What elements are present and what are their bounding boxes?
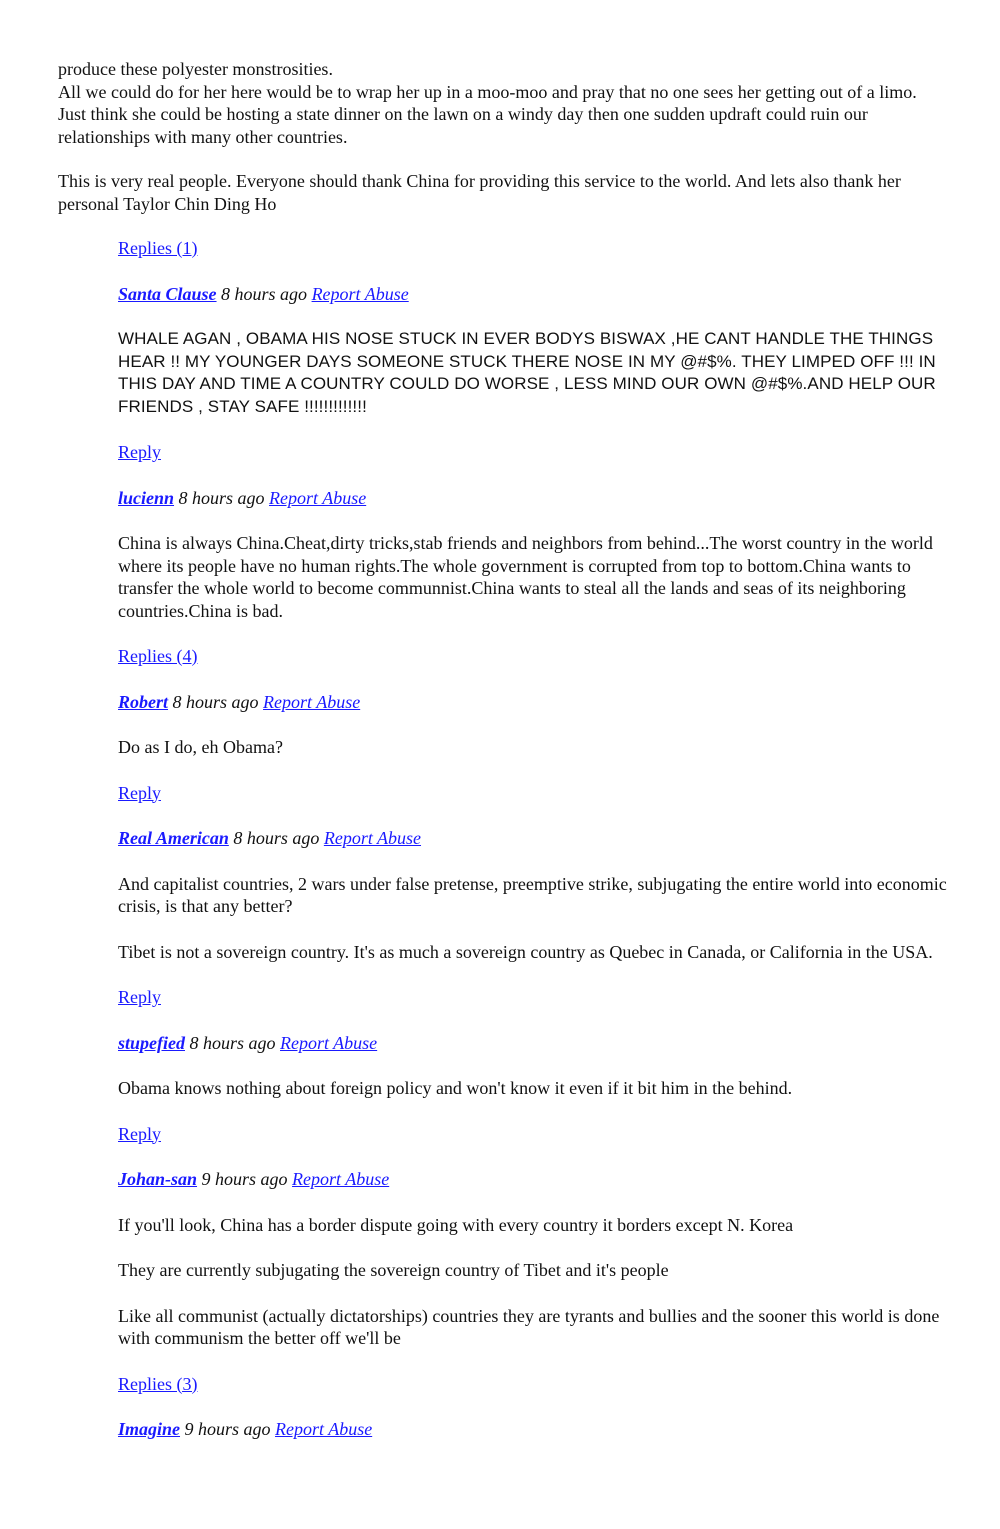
comment-actions [118,645,948,668]
comment-header [118,691,948,714]
comment-header [118,487,948,510]
comment-paragraph: Obama knows nothing about foreign policy and won't know it even if it bit him in the behind. [118,1078,793,1098]
report-abuse-link[interactable]: Report Abuse [275,1419,373,1439]
comments-page [58,58,948,1464]
comment-paragraph: If you'll look, China has a border dispute going with every country it borders except N. Korea [118,1214,794,1235]
comment [118,691,948,805]
comment-timestamp: 9 hours ago [201,1169,288,1189]
comment-list [118,283,948,1441]
replies-link[interactable]: Replies (3) [118,1373,198,1394]
comment-paragraph: China is always China.Cheat,dirty tricks,stab friends and neighbors from behind...The worst country in the world where its people have no human rights.The whole government is corrupted from top to bottom.China wants to transfer the whole world to become communnist.China wants to steal all the lands and seas of its neighboring countries.China is bad. [118,533,933,621]
previous-comment-tail [58,58,948,215]
comment [118,1168,948,1395]
reply-link[interactable]: Reply [118,782,161,803]
report-abuse-link[interactable]: Report Abuse [263,691,361,712]
comment-paragraph: Like all communist (actually dictatorships) countries they are tyrants and bullies and the sooner this world is done with communism the better off we'll be [118,1305,940,1348]
author-link[interactable]: stupefied [118,1032,185,1053]
author-link[interactable]: Imagine [118,1419,181,1439]
reply-link[interactable]: Reply [118,442,161,462]
comment-actions [118,986,948,1009]
comment-body [118,1214,948,1350]
comment-header [118,1032,948,1055]
reply-link[interactable]: Reply [118,1123,161,1144]
comment-paragraph: WHALE AGAN , OBAMA HIS NOSE STUCK IN EVER BODYS BISWAX ,HE CANT HANDLE THE THINGS HEAR !! MY YOUNGER DAYS SOMEONE STUCK THERE NOSE IN MY @#$%. THEY LIMPED OFF !!! IN THIS DAY AND TIME A COUNTRY COULD DO WORSE , LESS MIND OUR OWN @#$%.AND HELP OUR FRIENDS , STAY SAFE !!!!!!!!!!!!! [118,329,936,416]
comment-actions [118,782,948,805]
report-abuse-link[interactable]: Report Abuse [280,1032,378,1053]
comment-header [118,827,948,850]
comment-timestamp: 8 hours ago [221,283,308,304]
comment-timestamp: 8 hours ago [178,487,265,508]
author-link[interactable]: Johan-san [118,1169,198,1189]
author-link[interactable]: Real American [118,828,229,848]
comment-thread [118,237,948,1441]
report-abuse-link[interactable]: Report Abuse [292,1169,390,1189]
report-abuse-link[interactable]: Report Abuse [311,283,409,304]
comment-body [118,328,948,418]
comment-paragraph: Tibet is not a sovereign country. It's as much a sovereign country as Quebec in Canada, or California in the USA. [118,941,933,962]
comment-header [118,1168,948,1191]
comment-paragraph: They are currently subjugating the sovereign country of Tibet and it's people [118,1260,669,1280]
intro-line: This is very real people. Everyone should thank China for providing this service to the world. And lets also thank her personal Taylor Chin Ding Ho [58,171,901,214]
comment-body [118,873,948,964]
comment-timestamp: 9 hours ago [184,1419,271,1439]
comment [118,827,948,1009]
comment-body [118,1077,948,1100]
comment-timestamp: 8 hours ago [189,1032,276,1053]
comment [118,283,948,464]
comment-actions [118,1373,948,1396]
author-link[interactable]: Robert [118,691,169,712]
comment-actions [118,441,948,464]
comment-header [118,1418,948,1441]
comment [118,1418,948,1441]
intro-paragraph-1 [58,58,948,148]
comment-paragraph: Do as I do, eh Obama? [118,737,283,757]
comment [118,1032,948,1146]
comment-paragraph: And capitalist countries, 2 wars under false pretense, preemptive strike, subjugating the entire world into economic crisis, is that any better? [118,873,947,916]
comment-body [118,532,948,622]
author-link[interactable]: Santa Clause [118,283,217,304]
intro-line: produce these polyester monstrosities. [58,59,333,79]
intro-paragraph-2 [58,170,948,215]
comment-timestamp: 8 hours ago [172,691,259,712]
report-abuse-link[interactable]: Report Abuse [323,828,422,848]
reply-link[interactable]: Reply [118,987,161,1007]
comment-header [118,283,948,306]
comment-timestamp: 8 hours ago [233,828,320,848]
author-link[interactable]: lucienn [118,487,175,508]
comment-actions [118,1123,948,1146]
comment-body [118,736,948,759]
replies-link[interactable]: Replies (1) [118,238,198,258]
replies-link[interactable]: Replies (4) [118,646,198,666]
comment [118,487,948,668]
intro-line: All we could do for her here would be to wrap her up in a moo-moo and pray that no one sees her getting out of a limo. Just think she could be hosting a state dinner on the lawn on a windy day then one sudden updraft could ruin our relationships with many other countries. [58,81,917,147]
report-abuse-link[interactable]: Report Abuse [269,487,367,508]
